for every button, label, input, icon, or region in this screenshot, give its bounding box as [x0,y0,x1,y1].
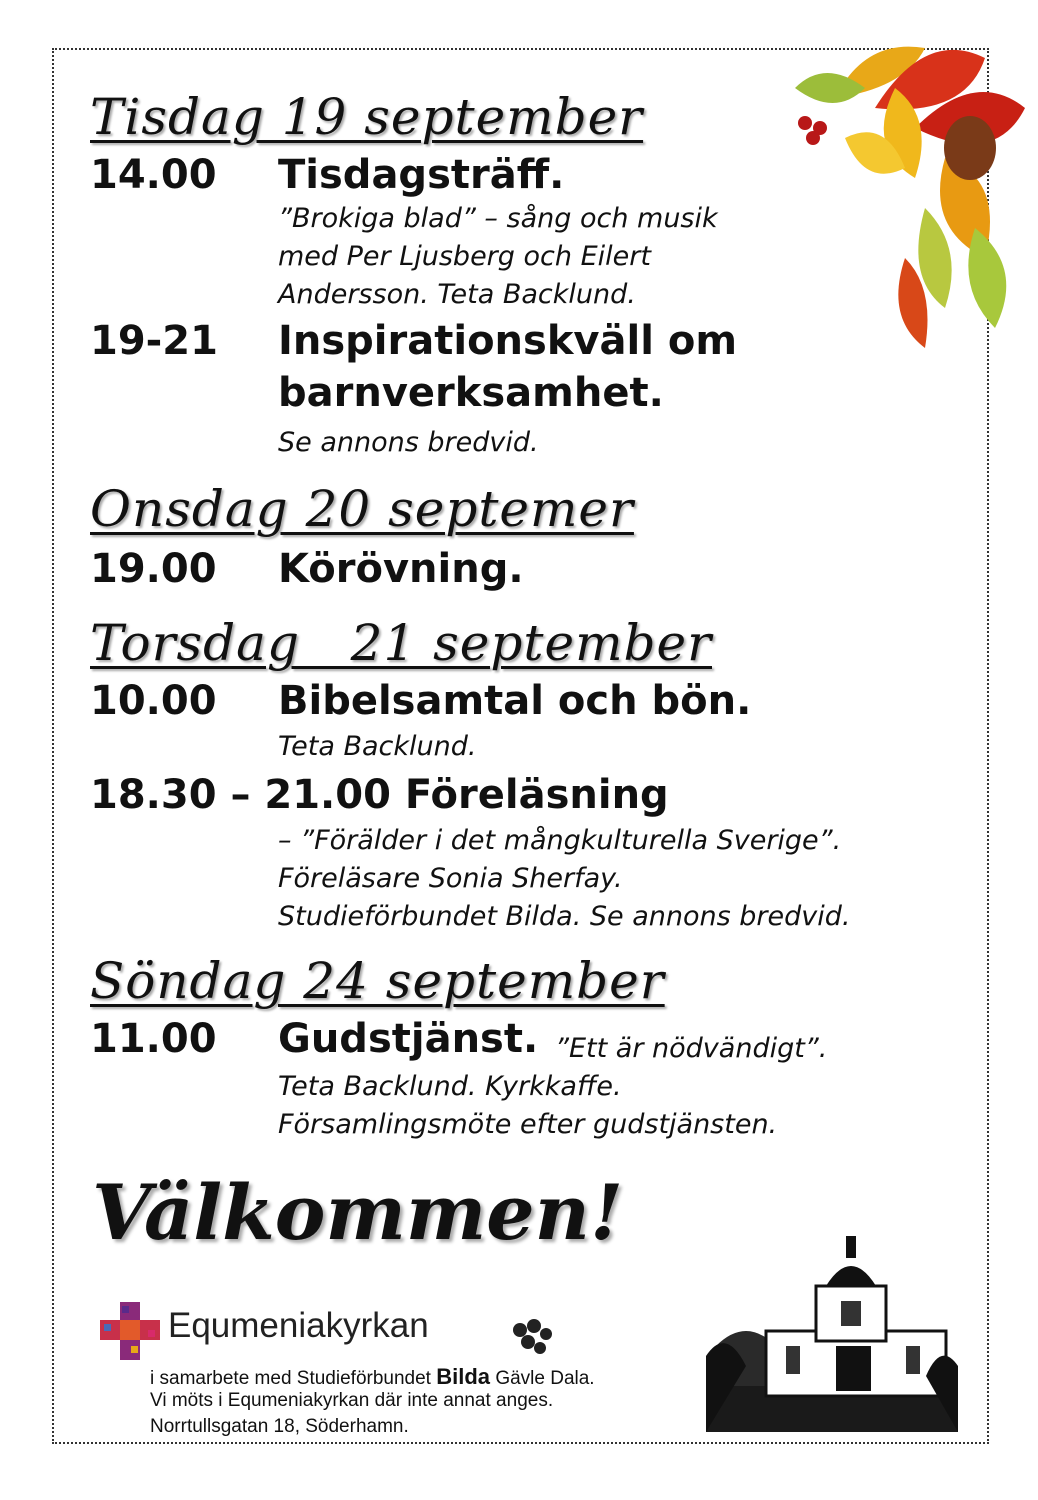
event-title: Tisdagsträff. [278,152,565,198]
event-title: 18.30 – 21.00 Föreläsning [90,772,669,818]
event-note: Se annons bredvid. [278,427,539,458]
event-title: Gudstjänst. [278,1016,539,1062]
event-note: Församlingsmöte efter gudstjänsten. [278,1109,778,1140]
event-note: med Per Ljusberg och Eilert [278,241,651,272]
event-note: Studieförbundet Bilda. Se annons bredvid. [278,901,851,932]
event-note: ”Brokiga blad” – sång och musik [278,203,718,234]
event-time: 19.00 [90,546,217,592]
event-note: Teta Backlund. Kyrkkaffe. [278,1071,622,1102]
event-time: 11.00 [90,1016,217,1062]
bilda-wordmark: Bilda [436,1364,491,1389]
day-heading-sunday: Söndag 24 september [90,952,665,1010]
event-note: Teta Backlund. [278,731,477,762]
event-title: Körövning. [278,546,524,592]
event-title: Inspirationskväll om [278,318,738,364]
church-illustration [706,1236,958,1432]
event-title: barnverksamhet. [278,370,664,416]
day-heading-wednesday: Onsdag 20 septemer [90,480,634,538]
equmeniakyrkan-logo-text: Equmeniakyrkan [168,1306,429,1345]
footer-line-3: Norrtullsgatan 18, Söderhamn. [150,1416,409,1437]
bilda-logo-icon [508,1318,556,1358]
footer-line-2: Vi möts i Equmeniakyrkan där inte annat anges. [150,1390,554,1411]
event-quote: ”Ett är nödvändigt”. [555,1033,828,1064]
event-title: Bibelsamtal och bön. [278,678,752,724]
day-heading-thursday: Torsdag 21 september [90,614,712,672]
equmeniakyrkan-cross-logo-icon [100,1302,160,1360]
footer-line-1 [150,1364,595,1390]
footer-text: i samarbete med Studieförbundet [150,1368,431,1389]
event-note: Föreläsare Sonia Sherfay. [278,863,623,894]
autumn-leaves-image [775,28,1030,358]
day-heading-tuesday: Tisdag 19 september [90,88,644,146]
welcome-heading: Välkommen! [92,1168,624,1257]
event-time: 14.00 [90,152,217,198]
footer-text: Gävle Dala. [495,1368,595,1389]
event-time: 19-21 [90,318,218,364]
event-time: 10.00 [90,678,217,724]
event-note: – ”Förälder i det mångkulturella Sverige”. [278,825,842,856]
event-note: Andersson. Teta Backlund. [278,279,636,310]
